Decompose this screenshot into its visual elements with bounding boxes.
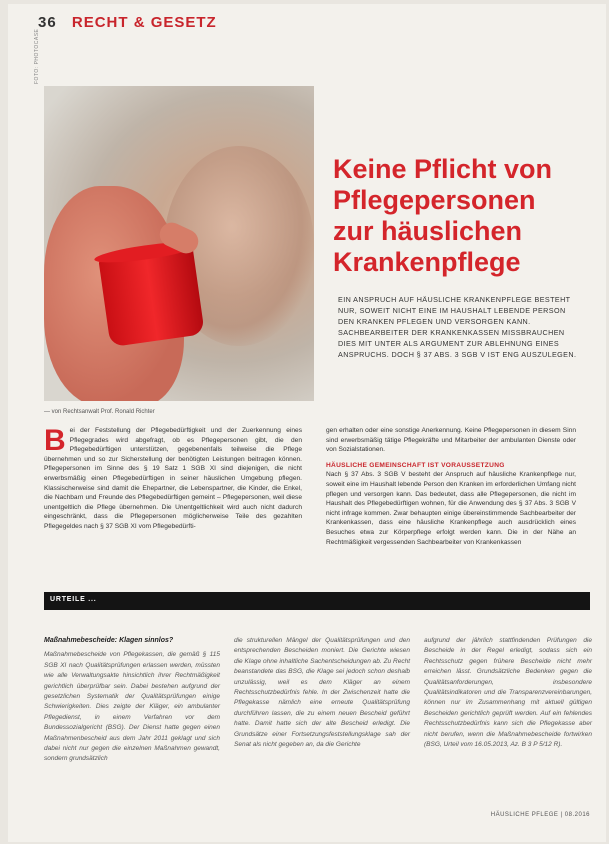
urteile-bar <box>44 592 590 610</box>
urteile-label: URTEILE ... <box>50 596 97 603</box>
drop-cap: B <box>44 424 66 457</box>
page-footer: HÄUSLICHE PFLEGE | 08.2016 <box>490 812 590 818</box>
article-photo <box>44 86 314 401</box>
subheading: HÄUSLICHE GEMEINSCHAFT IST VORAUSSETZUNG <box>326 461 505 469</box>
article-body-3: Nach § 37 Abs. 3 SGB V besteht der Anspruch auf häusliche Krankenpflege nur, soweit eine im Haushalt lebende Person den Kranken im erforderlichen Umfang nicht pflegen und versorgen kann. Das bedeutet, dass alle Pflegepersonen, die nicht im Haushalt des Pflegebedürftigen wohnen, für die Anwendung des § 37 Abs. 3 SGB V nicht infrage kommen. Zwar behaupten einige übereinstimmende Sachbearbeiter der Krankenkassen, dass eine häusliche Krankenpflege auch ausdrücklich eines Besuches etwa zur Körperpflege erfolgt werden kann. Die in der Nähe an Rechtmäßigkeit vergessenden Sachbearbeiter von Krankenkassen <box>326 471 576 546</box>
article-column-2 <box>326 426 576 547</box>
page-header <box>38 14 217 31</box>
article-body-1: ei der Feststellung der Pflegebedürftigkeit und der Zuerkennung eines Pflegegrades wird abgefragt, ob es Pflegepersonen gibt, die den Pflegebedürftigen unterstützen, gegebenenfalls teilweise die Pflege übernehmen und so zur Sicherstellung der benötigten Leistungen beitragen können. Pflegepersonen im Sinne des § 19 Satz 1 SGB XI sind diejenigen, die nicht erwerbsmäßig einen Pflegebedürftigen in seiner häuslichen Umgebung pflegen. Klassischerweise sind damit die Ehepartner, die Lebenspartner, die Kinder, die Enkel, die Nachbarn und Freunde des Pflegebedürftigen gemeint – Pflegepersonen, weil diese unentgeltlich die Pflege übernehmen. Die Unentgeltlichkeit wird auch nicht dadurch eingeschränkt, dass die Pflegepersonen möglicherweise Teile des gezahlten Pflegegeldes nach § 37 SGB XI vom Pflegebedürfti- <box>44 427 302 530</box>
urteile-column-3: aufgrund der jährlich stattfindenden Prüfungen die Bescheide in der Regel erledigt, sodass sich ein Rechtsschutz gegen frühere Bescheide nicht mehr erreichen lässt. Grundsätzliche Bedenken gegen die Qualitätsanforderungen, insbesondere Qualitätsindikatoren und die Transparenzvereinbarungen, können nur im Zusammenhang mit aktuell gültigen Bescheiden gerichtlich geprüft werden. Auf ein fehlendes Rechtsschutzbedürfnis kann sich die Pflegekasse aber nicht berufen, wenn die Maßnahmebescheide fortwirken (BSG, Urteil vom 16.05.2013, Az. B 3 P 5/12 R). <box>424 637 592 749</box>
photo-credit: FOTO: PHOTOCASE <box>34 28 40 84</box>
urteile-text-1: Maßnahmebescheide von Pflegekassen, die gemäß § 115 SGB XI nach Qualitätsprüfungen erlassen werden, müssten wie alle Verwaltungsakte hinsichtlich ihrer Rechtmäßigkeit gerichtlich überprüfbar sein. Dabei bestehen aufgrund der gesetzlichen Systematik der Qualitätsprüfungen einige Schwierigkeiten. Dies zeigte der Kläger, ein ambulanter Pflegedienst, in einem Verfahren vor dem Bundessozialgericht (BSG). Der Dienst hatte gegen einen Maßnahmenbescheid aus dem Jahr 2011 geklagt und sich dabei nicht nur gegen die einzelnen Maßnahmen gewandt, sondern grundsätzlich <box>44 651 220 763</box>
urteile-heading: Maßnahmebescheide: Klagen sinnlos? <box>44 637 174 644</box>
section-title: RECHT & GESETZ <box>71 14 217 31</box>
urteile-column-1 <box>44 636 220 765</box>
article-body-2: gen erhalten oder eine sonstige Anerkennung. Keine Pflegepersonen in diesem Sinn sind erwerbsmäßig tätige Pflegekräfte und Mitarbeiter der ambulanten Dienste oder von Sozialstationen. <box>326 427 576 454</box>
article-lead: EIN ANSPRUCH AUF HÄUSLICHE KRANKENPFLEGE BESTEHT NUR, SOWEIT NICHT EINE IM HAUSHALT LEBENDE PERSON DEN KRANKEN PFLEGEN UND VERSORGEN KANN. SACHBEARBEITER DER KRANKENKASSEN MISSBRAUCHEN DIES MIT UNTER ALS ARGUMENT ZUR ABLEHNUNG EINES ANSPRUCHS. DOCH § 37 ABS. 3 SGB V IST ENG AUSZULEGEN. <box>338 295 577 359</box>
article-title: Keine Pflicht von Pflegepersonen zur häuslichen Krankenpflege <box>333 154 553 277</box>
article-column-1 <box>44 426 302 532</box>
photo-red-cup <box>98 245 205 347</box>
urteile-column-2: die strukturellen Mängel der Qualitätsprüfungen und den entsprechenden Bescheiden moniert. Die Gerichte wiesen die Klage ohne inhaltliche Sachentscheidungen ab. Zu Recht beanstandete das BSG, die Klage sei jedoch schon deshalb unzulässig, weil es dem Kläger an einem Rechtsschutzbedürfnis fehle. In der Zwischenzeit hatte die Pflegekasse nämlich eine erneute Qualitätsprüfung durchführen lassen, die zu einem neuen Bescheid geführt hatte. Damit hatte sich der alte Bescheid erledigt. Die Grundsätze einer Fortsetzungsfeststellungsklage sah der Senat als nicht gegeben an, da die Gerichte <box>234 637 410 749</box>
magazine-page <box>8 4 606 842</box>
author-caption: — von Rechtsanwalt Prof. Ronald Richter <box>44 409 155 415</box>
page-number: 36 <box>38 14 57 31</box>
